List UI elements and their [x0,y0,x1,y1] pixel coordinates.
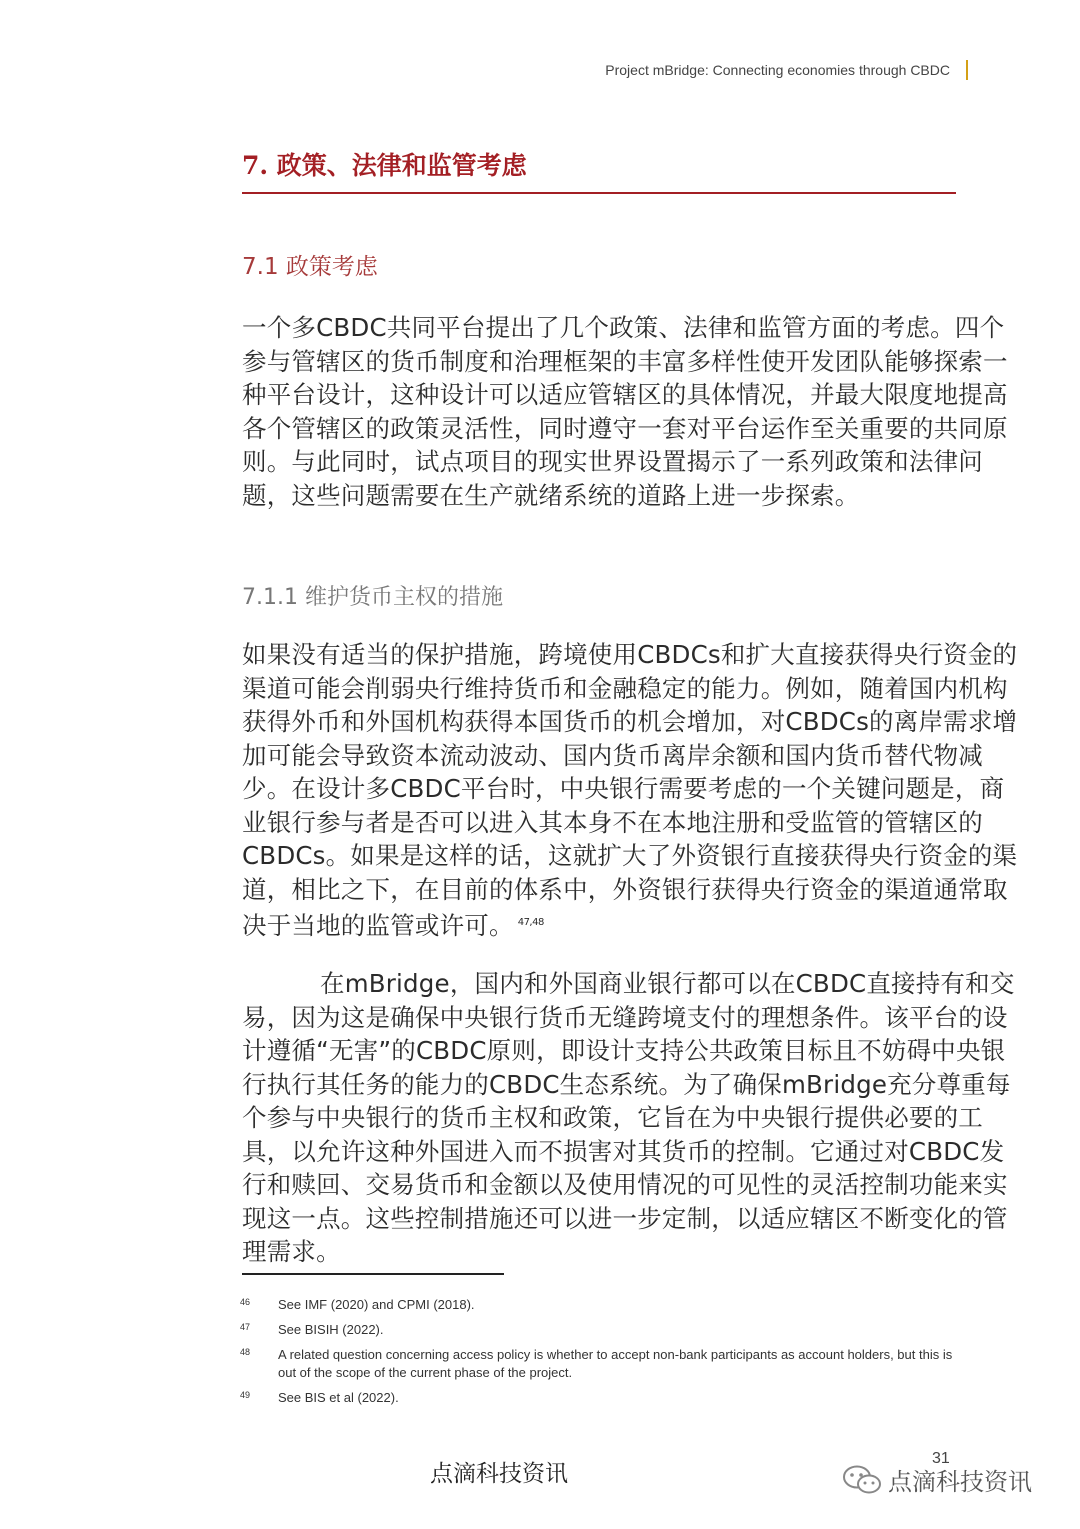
section-title: 7.1 政策考虑 [242,254,378,280]
paragraph-mbridge-design: 在mBridge，国内和外国商业银行都可以在CBDC直接持有和交易，因为这是确保中央银行货币无缝跨境支付的理想条件。该平台的设计遵循“无害”的CBDC原则，即设计支持公共政策目标且不妨碍中央银行执行其任务的能力的CBDC生态系统。为了确保mBridge充分尊重每个参与中央银行的货币主权和政策，它旨在为中央银行提供必要的工具，以允许这种外国进入而不损害对其货币的控制。它通过对CBDC发行和赎回、交易货币和金额以及使用情况的可见性的灵活控制功能来实现这一点。这些控制措施还可以进一步定制，以适应辖区不断变化的管理需求。 [242,969,1015,1266]
footnote-text: See BISIH (2022). [278,1322,384,1337]
footnote-item [240,1321,960,1339]
footnote-reference[interactable]: 47,48 [517,917,544,928]
footnote-item [240,1389,960,1407]
page-number: 31 [932,1450,950,1467]
footnote-number: 49 [240,1390,251,1400]
footnote-number: 47 [240,1322,251,1332]
wechat-account-badge[interactable] [842,1462,1032,1497]
subsection-title: 7.1.1 维护货币主权的措施 [242,585,503,610]
watermark-text: 点滴科技资讯 [430,1461,568,1487]
footnote-item [240,1346,960,1382]
header-accent-bar [966,60,968,80]
paragraph-policy-considerations: 一个多CBDC共同平台提出了几个政策、法律和监管方面的考虑。四个参与管辖区的货币制度和治理框架的丰富多样性使开发团队能够探索一种平台设计，这种设计可以适应管辖区的具体情况，并最大限度地提高各个管辖区的政策灵活性，同时遵守一套对平台运作至关重要的共同原则。与此同时，试点项目的现实世界设置揭示了一系列政策和法律问题，这些问题需要在生产就绪系统的道路上进一步探索。 [242,313,1008,510]
footnote-text: A related question concerning access policy is whether to accept non-bank participants as account holders, but this is out of the scope of the current phase of the project. [278,1347,953,1380]
footnote-text: See IMF (2020) and CPMI (2018). [278,1297,475,1312]
footnote-text: See BIS et al (2022). [278,1390,399,1405]
footnote-number: 46 [240,1297,251,1307]
paragraph-text: 如果没有适当的保护措施，跨境使用CBDCs和扩大直接获得央行资金的渠道可能会削弱央行维持货币和金融稳定的能力。例如，随着国内机构获得外币和外国机构获得本国货币的机会增加，对CBDCs的离岸需求增加可能会导致资本流动波动、国内货币离岸余额和国内货币替代物减少。在设计多CBDC平台时，中央银行需要考虑的一个关键问题是，商业银行参与者是否可以进入其本身不在本地注册和受监管的管辖区的CBDCs。如果是这样的话，这就扩大了外资银行直接获得央行资金的渠道，相比之下，在目前的体系中，外资银行获得央行资金的渠道通常取决于当地的监管或许可。 [242,640,1018,941]
running-header: Project mBridge: Connecting economies through CBDC [605,62,950,78]
footnotes-list [240,1296,960,1414]
footnote-number: 48 [240,1347,251,1357]
wechat-icon [842,1464,882,1496]
paragraph-monetary-sovereignty [242,638,1018,943]
chapter-title: 7. 政策、法律和监管考虑 [242,146,956,194]
wechat-account-name: 点滴科技资讯 [888,1468,1032,1496]
footnote-divider [242,1273,504,1275]
footnote-item [240,1296,960,1314]
